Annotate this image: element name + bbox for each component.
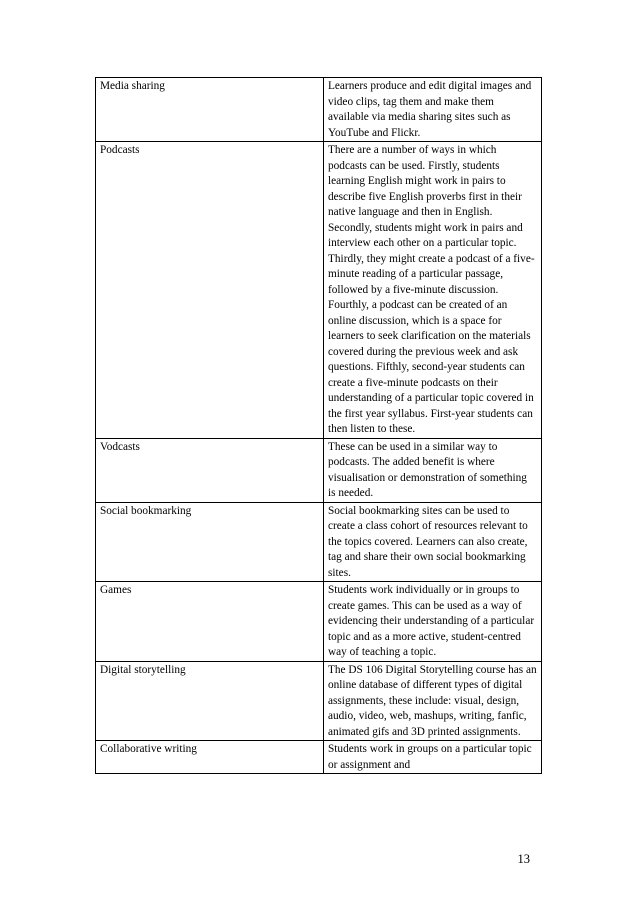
- table-row: [96, 502, 542, 582]
- tool-name-cell: Games: [96, 582, 324, 662]
- table-row: [96, 438, 542, 502]
- table-row: [96, 741, 542, 774]
- tool-name-cell: Media sharing: [96, 78, 324, 142]
- tool-name-cell: Social bookmarking: [96, 502, 324, 582]
- tool-description-cell: Students work in groups on a particular topic or assignment and: [324, 741, 542, 774]
- table-row: [96, 142, 542, 439]
- tool-name-cell: Digital storytelling: [96, 661, 324, 741]
- tool-description-cell: Students work individually or in groups to create games. This can be used as a way of evidencing their understanding of a particular topic and as a more active, student-centred way of teaching a topic.: [324, 582, 542, 662]
- tool-name-cell: Vodcasts: [96, 438, 324, 502]
- tools-table: [95, 77, 542, 774]
- tool-description-cell: There are a number of ways in which podcasts can be used. Firstly, students learning English might work in pairs to describe five English proverbs first in their native language and then in English. Secondly, students might work in pairs and interview each other on a particular topic. Thirdly, they might create a podcast of a five-minute reading of a particular passage, followed by a five-minute discussion. Fourthly, a podcast can be created of an online discussion, which is a space for learners to seek clarification on the materials covered during the previous week and ask questions. Fifthly, second-year students can create a five-minute podcasts on their understanding of a particular topic covered in the first year syllabus. First-year students can then listen to these.: [324, 142, 542, 439]
- tool-description-cell: Learners produce and edit digital images and video clips, tag them and make them available via media sharing sites such as YouTube and Flickr.: [324, 78, 542, 142]
- tool-description-cell: These can be used in a similar way to podcasts. The added benefit is where visualisation or demonstration of something is needed.: [324, 438, 542, 502]
- tool-description-cell: Social bookmarking sites can be used to create a class cohort of resources relevant to the topics covered. Learners can also create, tag and share their own social bookmarking sites.: [324, 502, 542, 582]
- tool-description-cell: The DS 106 Digital Storytelling course has an online database of different types of digital assignments, these include: visual, design, audio, video, web, mashups, writing, fanfic, animated gifs and 3D printed assignments.: [324, 661, 542, 741]
- table-row: [96, 582, 542, 662]
- table-row: [96, 661, 542, 741]
- page-number: 13: [517, 852, 530, 866]
- tool-name-cell: Collaborative writing: [96, 741, 324, 774]
- tool-name-cell: Podcasts: [96, 142, 324, 439]
- table-row: [96, 78, 542, 142]
